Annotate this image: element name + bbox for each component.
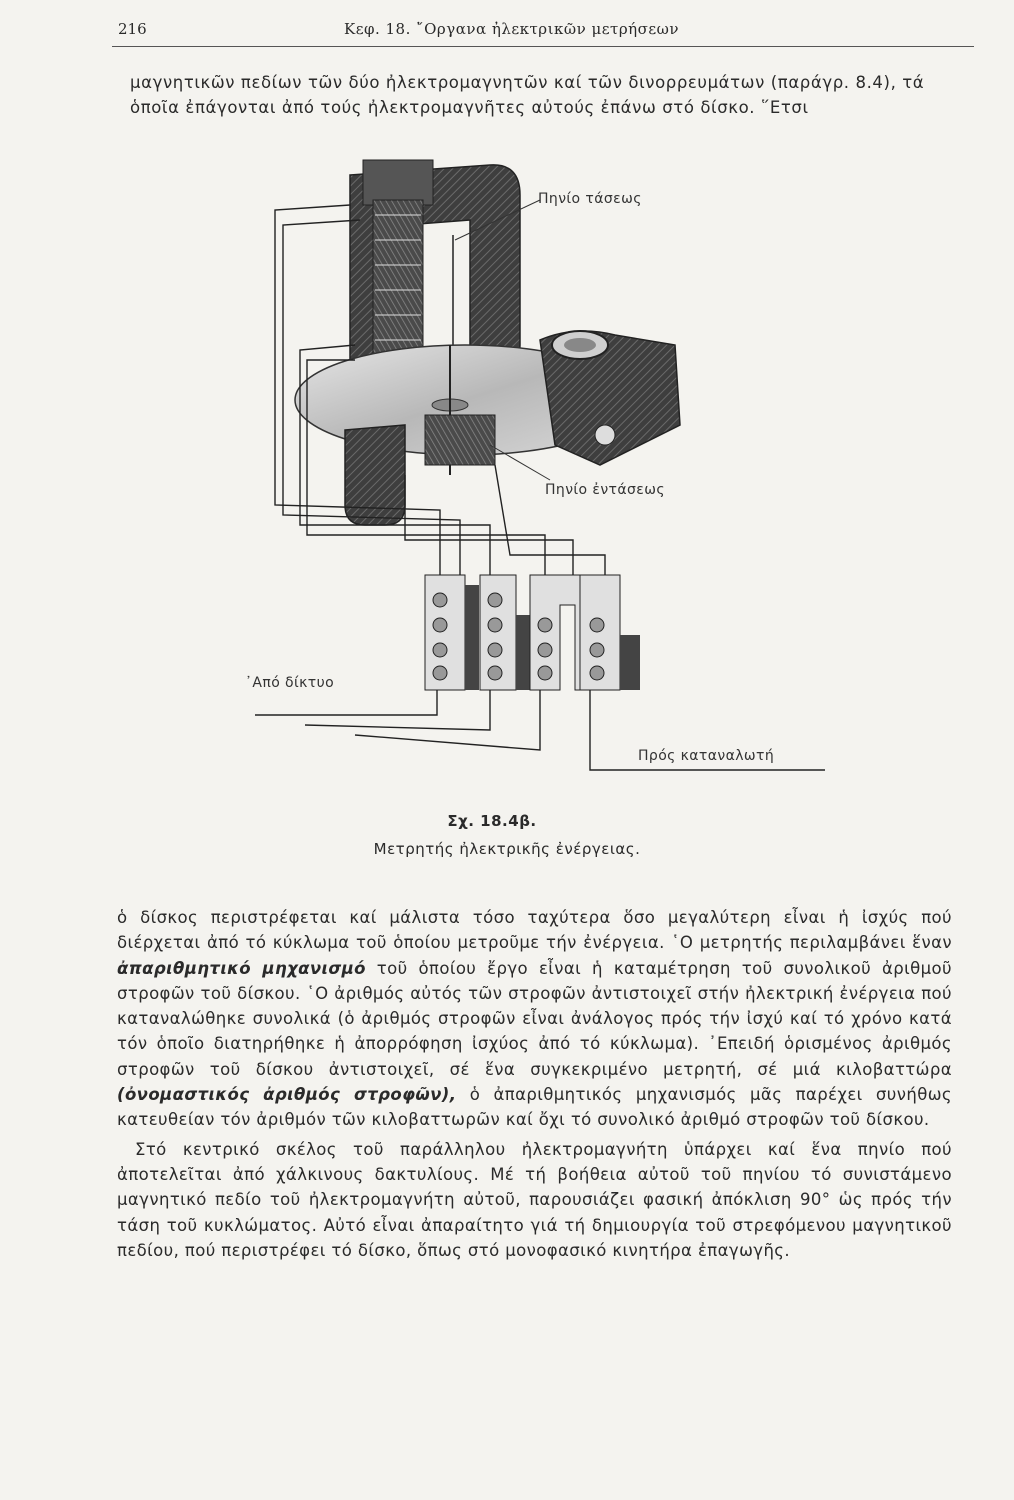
running-title: Κεφ. 18. ῎Οργανα ἠλεκτρικῶν μετρήσεων	[344, 20, 679, 38]
caption-number: Σχ. 18.4β.	[447, 812, 537, 830]
label-voltage-coil: Πηνίο τάσεως	[538, 191, 642, 207]
energy-meter-figure	[245, 145, 835, 785]
label-current-coil: Πηνίο ἐντάσεως	[545, 482, 665, 498]
body-text	[117, 905, 952, 1263]
paragraph-1: ὁ δίσκος περιστρέφεται καί μάλιστα τόσο ταχύτερα ὅσο μεγαλύτερη εἶναι ἡ ἰσχύς πού διέρχεται ἀπό τό κύκλωμα τοῦ ὁποίου μετροῦμε τήν ἐνέργεια. ῾Ο μετρητής περιλαμβάνει ἕναν ἀπαριθμητικό μηχανισμό τοῦ ὁποίου ἔργο εἶναι ἡ καταμέτρηση τοῦ συνολικοῦ ἀριθμοῦ στροφῶν τοῦ δίσκου. ῾Ο ἀριθμός αὐτός τῶν στροφῶν ἀντιστοιχεῖ στήν ἠλεκτρική ἐνέργεια πού καταναλώθηκε συνολικά (ὁ ἀριθμός στροφῶν εἶναι ἀνάλογος πρός τήν ἰσχύ καί τό χρόνο κατά τόν ὁποῖο διατηρήθηκε ἡ ἀπορρόφηση ἰσχύος ἀπό τό κύκλωμα). ᾽Επειδή ὁρισμένος ἀριθμός στροφῶν τοῦ δίσκου ἀντιστοιχεῖ, σέ ἕνα συγκεκριμένο μετρητή, σέ μιά κιλοβαττώρα (ὀνομαστικός ἀριθμός στροφῶν), ὁ ἀπαριθμητικός μηχανισμός μᾶς παρέχει συνήθως κατευθείαν τόν ἀριθμόν τῶν κιλοβαττωρῶν καί ὄχι τό συνολικό ἀριθμό στροφῶν τοῦ δίσκου.	[117, 908, 952, 1130]
figure-caption	[0, 812, 1014, 858]
emphasis-nominal-revolutions: (ὀνομαστικός ἀριθμός στροφῶν),	[117, 1085, 457, 1105]
paragraph-2: Στό κεντρικό σκέλος τοῦ παράλληλου ἠλεκτρομαγνήτη ὑπάρχει καί ἕνα πηνίο πού ἀποτελεῖται ἀπό χάλκινους δακτυλίους. Μέ τή βοήθεια αὐτοῦ τοῦ πηνίου τό συνιστάμενο μαγνητικό πεδίο τοῦ ἠλεκτρομαγνήτη αὐτοῦ, παρουσιάζει φασική ἀπόκλιση 90° ὡς πρός τήν τάση τοῦ κυκλώματος. Αὐτό εἶναι ἀπαραίτητο γιά τή δημιουργία τοῦ στρεφόμενου μαγνητικοῦ πεδίου, πού περιστρέφει τό δίσκο, ὅπως στό μονοφασικό κινητήρα ἐπαγωγῆς.	[117, 1139, 952, 1260]
label-to-consumer: Πρός καταναλωτή	[638, 748, 775, 764]
brake-magnet	[540, 331, 680, 465]
intro-paragraph	[130, 70, 965, 120]
page-header	[112, 18, 974, 47]
terminal-block	[425, 575, 640, 690]
label-from-grid: ᾽Από δίκτυο	[245, 675, 335, 691]
page-number: 216	[118, 20, 147, 38]
intro-text: μαγνητικῶν πεδίων τῶν δύο ἠλεκτρομαγνητῶν καί τῶν δινορρευμάτων (παράγρ. 8.4), τά ὁποῖα ἐπάγονται ἀπό τούς ἠλεκτρομαγνῆτες αὐτούς ἐπάνω στό δίσκο. ῞Ετσι	[130, 73, 925, 117]
energy-meter-illustration	[255, 145, 835, 785]
caption-title: Μετρητής ἠλεκτρικῆς ἐνέργειας.	[373, 840, 641, 858]
emphasis-counting-mechanism: ἀπαριθμητικό μηχανισμό	[117, 958, 366, 978]
